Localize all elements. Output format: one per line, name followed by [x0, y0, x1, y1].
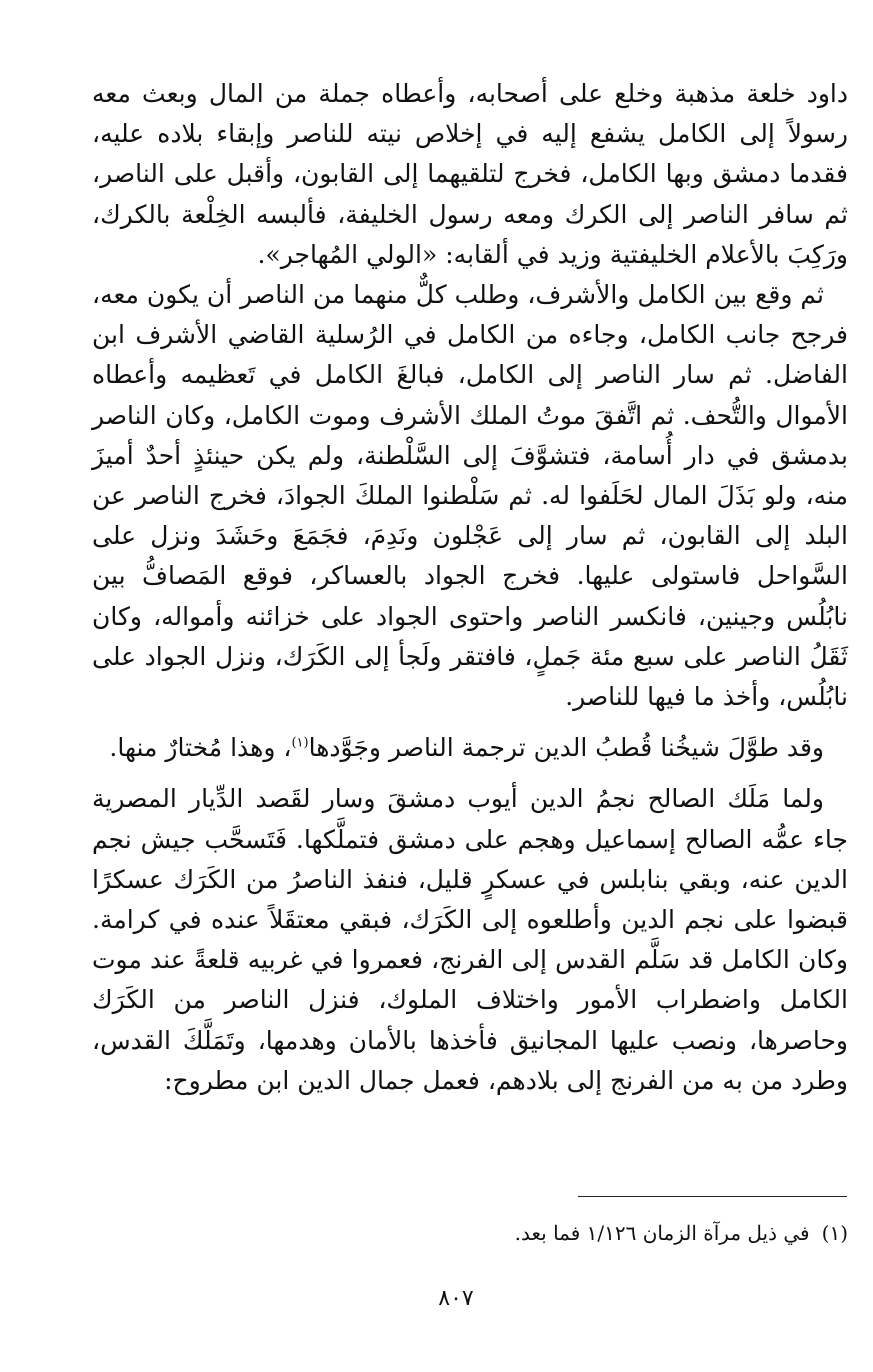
- paragraph-3-text-a: وقد طوَّلَ شيخُنا قُطبُ الدين ترجمة الناصر وجَوَّدها: [308, 733, 824, 763]
- paragraph-2: ثم وقع بين الكامل والأشرف، وطلب كلٌّ منهما من الناصر أن يكون معه، فرجح جانب الكامل، وجاءه من الكامل في الرُسلية القاضي الأشرف ابن الفاضل. ثم سار الناصر إلى الكامل، فبالغَ الكامل في تَعظيمه وأعطاه الأموال والتُّحف. ثم اتَّفقَ موتُ الملك الأشرف وموت الكامل، وكان الناصر بدمشق في دار أُسامة، فتشوَّفَ إلى السَّلْطنة، ولم يكن حينئذٍ أحدٌ أميزَ منه، ولو بَذَلَ المال لحَلَفوا له. ثم سَلْطنوا الملكَ الجوادَ، فخرج الناصر عن البلد إلى القابون، ثم سار إلى عَجْلون ونَدِمَ، فجَمَعَ وحَشَدَ ونزل على السَّواحل فاستولى عليها. فخرج الجواد بالعساكر، فوقع المَصافُّ بين نابُلُس وجينين، فانكسر الناصر واحتوى الجواد على خزائنه وأمواله، وكان ثَقَلُ الناصر على سبع مئة جَملٍ، فافتقر ولَجأ إلى الكَرَك، ونزل الجواد على نابُلُس، وأخذ ما فيها للناصر.: [92, 280, 848, 712]
- paragraph-1: داود خلعة مذهبة وخلع على أصحابه، وأعطاه جملة من المال وبعث معه رسولاً إلى الكامل يشفع إليه في إخلاص نيته للناصر وإبقاء بلاده عليه، فقدما دمشق وبها الكامل، فخرج لتلقيهما إلى القابون، وأقبل على الناصر، ثم سافر الناصر إلى الكرك ومعه رسول الخليفة، فألبسه الخِلْعة بالكرك، ورَكِبَ بالأعلام الخليفتية وزيد في ألقابه: «الولي المُهاجر».: [92, 79, 848, 269]
- footnote: [340, 1218, 848, 1248]
- paragraph-4: ولما مَلَك الصالح نجمُ الدين أيوب دمشقَ وسار لقَصد الدِّيار المصرية جاء عمُّه الصالح إسماعيل وهجم على دمشق فتملَّكها. فَتَسحَّب جيش نجم الدين عنه، وبقي بنابلس في عسكرٍ قليل، فنفذ الناصرُ من الكَرَك عسكرًا قبضوا على نجم الدين وأطلعوه إلى الكَرَك، فبقي معتقَلاً عنده في كرامة. وكان الكامل قد سَلَّم القدس إلى الفرنج، فعمروا في غربيه قلعةً عند موت الكامل واضطراب الأمور واختلاف الملوك، فنزل الناصر من الكَرَك وحاصرها، ونصب عليها المجانيق فأخذها بالأمان وهدمها، وتَمَلَّكَ القدس، وطرد من به من الفرنج إلى بلادهم، فعمل جمال الدين ابن مطروح:: [92, 784, 848, 1095]
- paragraph-3-text-b: ، وهذا مُختارٌ منها.: [109, 733, 292, 763]
- footnote-reference: (١): [291, 735, 309, 751]
- paragraph-3: [92, 728, 848, 768]
- footnote-text: في ذيل مرآة الزمان ١/١٢٦ فما بعد.: [514, 1221, 810, 1245]
- page-number: ٨٠٧: [438, 1286, 474, 1311]
- footnote-divider: [578, 1196, 847, 1197]
- footnote-number: (١): [821, 1221, 848, 1245]
- main-text: [92, 74, 848, 1101]
